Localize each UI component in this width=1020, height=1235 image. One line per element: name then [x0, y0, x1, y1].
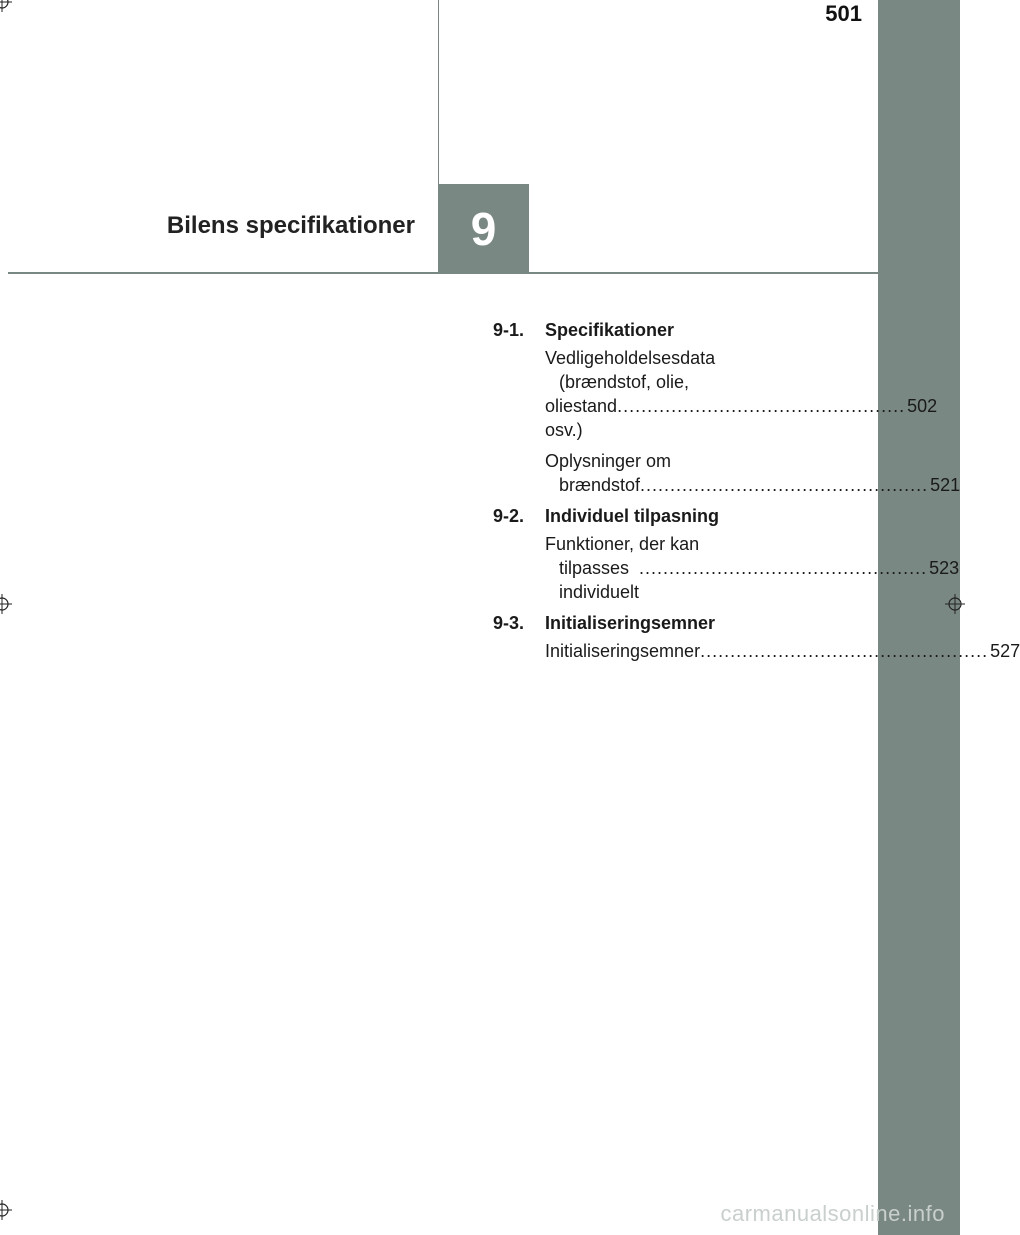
toc-entry-line [545, 449, 823, 473]
toc-entry-text: tilpasses individuelt [559, 558, 640, 602]
toc-section-heading[interactable] [493, 611, 823, 635]
toc-section-heading[interactable] [493, 504, 823, 528]
toc-entry-page: 502 [907, 396, 938, 416]
chapter-number-box: 9 [438, 184, 529, 274]
toc-entry-line [545, 639, 1020, 663]
toc-section-title: Individuel tilpasning [545, 506, 720, 526]
toc-section-9-3 [493, 611, 1020, 663]
header-divider-vertical [438, 0, 439, 185]
toc-entry-page: 527 [990, 641, 1020, 661]
toc-section-9-2 [493, 504, 960, 604]
toc-entry-text: (brændstof, olie, [559, 372, 690, 392]
toc-section-title: Specifikationer [545, 320, 675, 340]
toc-entry-line [545, 473, 961, 497]
toc-section-number: 9-3. [493, 613, 525, 633]
crop-mark-icon [0, 1200, 12, 1220]
toc-leader-dots: ................................................ [700, 641, 989, 661]
toc-entry[interactable] [545, 449, 961, 497]
toc-entry-line [545, 370, 823, 394]
toc-leader-dots: ................................................ [639, 558, 928, 578]
toc-leader-dots: ................................................ [640, 475, 929, 495]
chapter-title: Bilens specifikationer [166, 212, 415, 239]
toc-section-number: 9-1. [493, 320, 525, 340]
crop-mark-icon [0, 0, 12, 12]
toc-entry[interactable] [545, 346, 938, 442]
toc-entry-line [545, 394, 938, 442]
toc-entry-text: Initialiseringsemner [545, 641, 701, 661]
crop-mark-icon [945, 594, 965, 614]
toc-entry-text: oliestand osv.) [545, 396, 618, 440]
toc-entry-text: Vedligeholdelsesdata [545, 348, 716, 368]
toc-entry-text: Funktioner, der kan [545, 534, 700, 554]
toc-section-heading[interactable] [493, 318, 823, 342]
page-number: 501 [825, 1, 862, 26]
toc-entry-line [545, 346, 823, 370]
toc-section-number: 9-2. [493, 506, 525, 526]
toc-entry-line [545, 532, 823, 556]
watermark: carmanualsonline.info [720, 1201, 945, 1226]
toc-entry-line [545, 556, 960, 604]
toc-section-title: Initialiseringsemner [545, 613, 716, 633]
toc-entry[interactable] [545, 639, 1020, 663]
toc-entry-text: brændstof [559, 475, 641, 495]
table-of-contents [493, 318, 1020, 670]
toc-entry[interactable] [545, 532, 960, 604]
toc-entry-page: 523 [929, 558, 960, 578]
toc-section-9-1 [493, 318, 961, 497]
toc-leader-dots: ................................................ [617, 396, 906, 416]
chapter-side-tab [878, 0, 960, 1235]
toc-entry-page: 521 [930, 475, 961, 495]
toc-entry-text: Oplysninger om [545, 451, 672, 471]
crop-mark-icon [0, 594, 12, 614]
